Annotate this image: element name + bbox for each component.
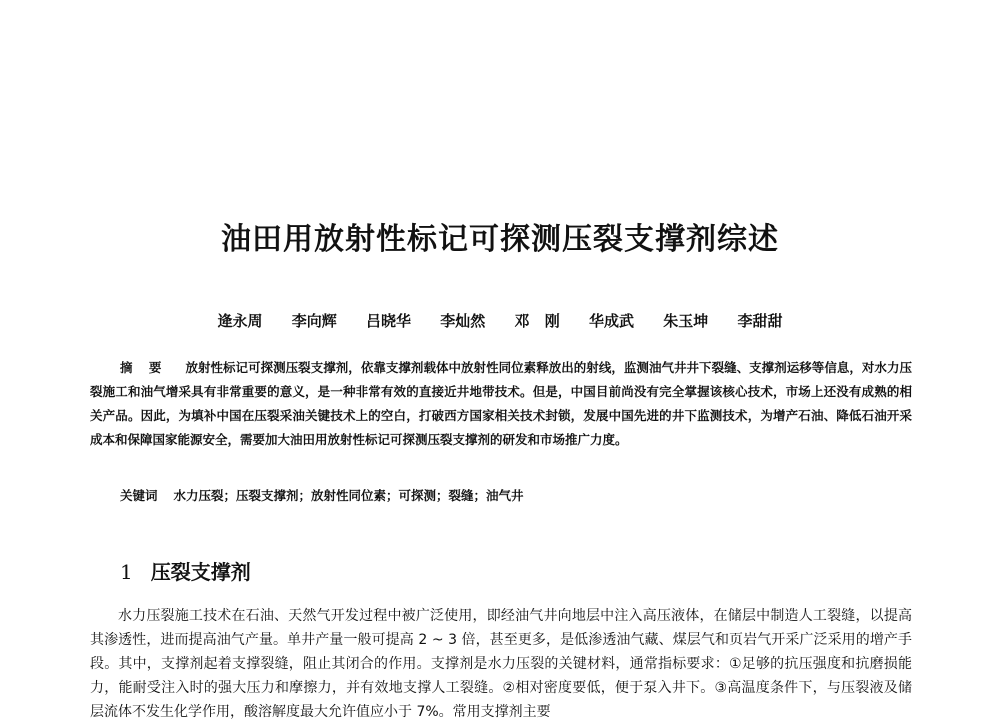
author-name: 邓 刚 <box>514 312 560 330</box>
author-name: 李甜甜 <box>737 312 783 330</box>
section-title: 压裂支撑剂 <box>150 560 251 584</box>
keywords <box>120 486 910 504</box>
keywords-label: 关键词 <box>120 488 158 503</box>
author-name: 逄永周 <box>217 312 263 330</box>
author-name: 李向辉 <box>291 312 337 330</box>
section-heading <box>120 556 251 585</box>
abstract <box>90 356 912 452</box>
section-body-text: 水力压裂施工技术在石油、天然气开发过程中被广泛使用，即经油气井向地层中注入高压液体，在储层中制造人工裂缝，以提高其渗透性，进而提高油气产量。单井产量一般可提高 2 ~ 3 倍，甚至更多，是低渗透油气藏、煤层气和页岩气开采广泛采用的增产手段。其中，支撑剂起着支撑裂缝，阻止其闭合的作用。支撑剂是水力压裂的关键材料，通常指标要求：①足够的抗压强度和抗磨损能力，能耐受注入时的强大压力和摩擦力，并有效地支撑人工裂缝。②相对密度要低，便于泵入井下。③高温度条件下，与压裂液及储层流体不发生化学作用，酸溶解度最大允许值应小于 7%。常用支撑剂主要 <box>90 608 912 720</box>
author-name: 华成武 <box>588 312 634 330</box>
author-list <box>0 310 1000 331</box>
abstract-text: 放射性标记可探测压裂支撑剂，依靠支撑剂载体中放射性同位素释放出的射线，监测油气井井下裂缝、支撑剂运移等信息，对水力压裂施工和油气增采具有非常重要的意义，是一种非常有效的直接近井地带技术。但是，中国目前尚没有完全掌握该核心技术，市场上还没有成熟的相关产品。因此，为填补中国在压裂采油关键技术上的空白，打破西方国家相关技术封锁，发展中国先进的井下监测技术，为增产石油、降低石油开采成本和保障国家能源安全，需要加大油田用放射性标记可探测压裂支撑剂的研发和市场推广力度。 <box>90 360 912 447</box>
abstract-label: 摘 要 <box>120 360 168 375</box>
section-number: 1 <box>120 560 133 584</box>
keywords-text: 水力压裂；压裂支撑剂；放射性同位素；可探测；裂缝；油气井 <box>173 488 524 503</box>
author-name: 吕晓华 <box>366 312 412 330</box>
paper-title: 油田用放射性标记可探测压裂支撑剂综述 <box>221 222 779 257</box>
author-name: 李灿然 <box>440 312 486 330</box>
author-name: 朱玉坤 <box>663 312 709 330</box>
